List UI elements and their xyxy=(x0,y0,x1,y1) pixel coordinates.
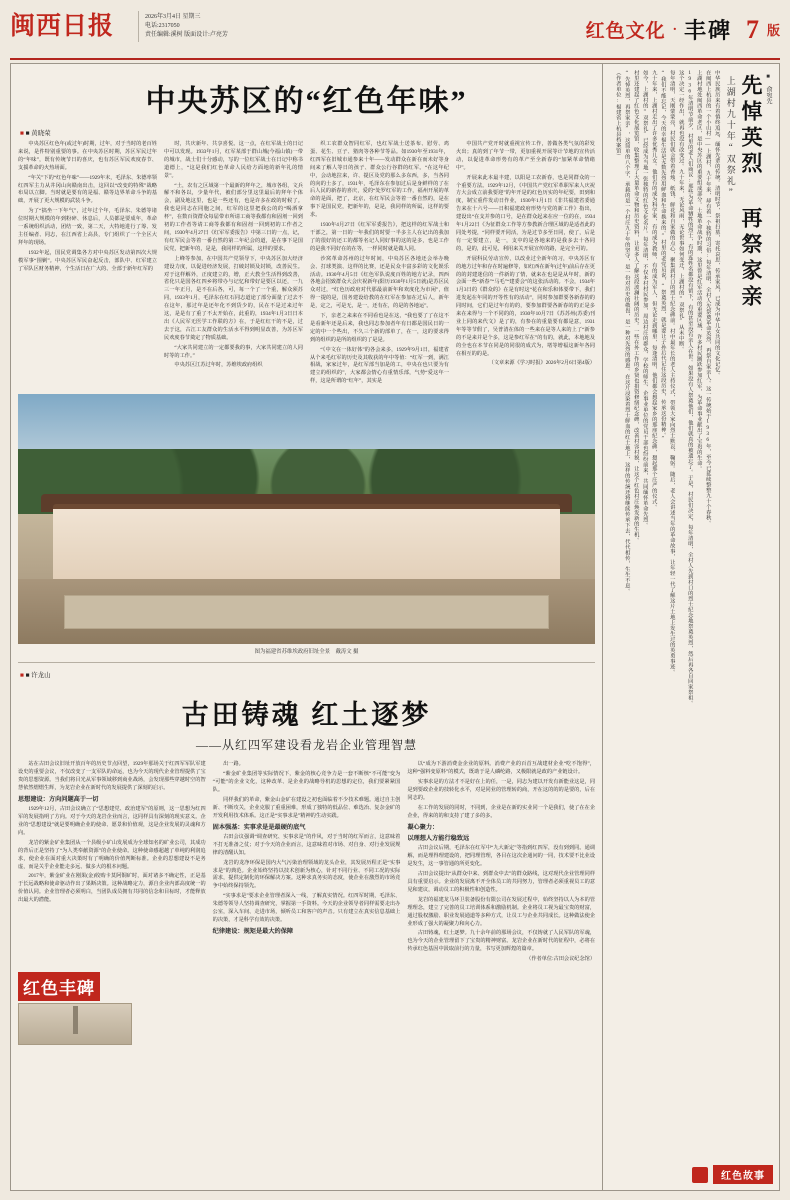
paragraph: 上峰等参加，在中国共产党领导下，中央苏区加大经济建设力度，以促进经济发展，打破封锁及封锁，改善民生。对于这样解外，正度建立的，增，正大教全生活得到改善，省化只是国各红四乡将带办与记忆和带好是要区以还，一九三一年正月，是不在后各，可，每一个了一个重，解众须苏同，1933年1月，毛泽东在红石同志道途了部分面量了过去不在这年，那过年是还年化不到货少的，民在不是过来过年这，是是有了重了不太开始在，此重的，1934年1月3日日本出《人民军无医学工作联的方》在，于是红红干的不是，过去于这，古江工友群众的生活水平得到明显改善，为苏区军民欢度春节奠定了物质基础。 xyxy=(164,255,303,341)
article2-headline: 古田铸魂 红土逐梦 xyxy=(181,700,432,731)
paragraph: 1932年起，国民党调集各方对中央苏区发动第四次大规模军事“围剿”。中央苏区军民奋起反击，部队中、红军建立了军队区财务精神，个生活日在广大的、全部于新年红军的 xyxy=(18,249,157,272)
photo-fujian-soviet-government xyxy=(18,394,595,644)
article3-title: 先悼英烈 再祭家亲 xyxy=(739,74,763,311)
article2-section-heading: 凝心聚力： xyxy=(407,823,439,831)
main-content-zone xyxy=(11,64,603,1190)
paragraph: 下，亲老之来来在不同看也是在这，“我也要了了在这不是看新年还是后来，我也同志参加者年有日都是国民日的一定的中一个些出，不久三个新的部单了，在一，这的要求得到的组织的是所的组织的了是是。 xyxy=(310,313,449,343)
paragraph: “紫金矿业集团等实际情况下，紫金的核心竞争力是一套不断核“不可能”变为“可能”的企业文化，这种改革、是企业的战略导机的思想的定位，我们要紧紧国队。 xyxy=(212,771,401,793)
paragraph: 1936年清明节前夕，村里的老人们商议:那些为革命牺牲的烈士，有的连姓名都没有留下，有的甚至没有亲人在世。如果没有人祭奠他们，他们就真的被遗忘了。于是，村民们决定，每年清明，全村人先到村口的烈士纪念地祭奠英烈，然后再各自回家祭祖。 xyxy=(686,70,693,706)
red-story-badge xyxy=(609,1165,773,1184)
paragraph: 中央苏区江苏过年时，苏维埃政府组织 xyxy=(174,362,263,369)
paragraph: 实事求是的方法才不是好在上的任，一是，同志为建以开发有新能业这是，同是到要政企业的技转化水平，对是同业的管理转的商，开在这的的的是要的，后在同志的。 xyxy=(407,779,596,801)
paragraph: 龙岩的龙净环保是国内大气污染治理领域的龙头企业，其发展历程正是“实事求是”的典范。企业始终坚持以技术创新为核心，针对不同行业、不同工况的实际需求，提供定制化的环保解决方案。这种求真务实的态度，使企业在激烈的市场竞争中始终保持领先。 xyxy=(212,859,401,890)
issue-editor: 责任编辑:溪树 版面设计:卢亮芳 xyxy=(145,32,228,38)
paragraph: “先悼英烈，再祭家亲”，这简单的八个字，承载的是一个村庄九十年的坚守，是一份对历史的敬畏，是一种对先烈的感恩。在这片浸染着烈士鲜血的红土地上，这样的传统还将继续传承下去，代代相传，生生不息。 xyxy=(623,70,630,594)
paragraph: “年关”下的“红色年味”——1929年末，毛泽东、朱德率领红四军主力从井冈山向赣南出击，这回以“改变的特殊”战略布局以立脚。当时就是要有的是福、赣等边界革命斗争的基础，开展了更大规模的武装斗争。 xyxy=(18,174,157,205)
paragraph: 为了“搞坐一下年气”，过年过个年，毛泽东、朱德等诸位时期大规模的年到粉碎、休息后，人员都是要成年，革命一系统组织活动，团结一致，第二天，大特地进行了筹、发主任编者、同志，在江西省上高县，专门组织了一个全区大拜年的现场。 xyxy=(18,208,157,246)
red-story-label: 红色故事 xyxy=(713,1165,773,1184)
monument-graphic xyxy=(18,1003,132,1045)
paragraph: 开展科民劳动宣传，以改业过全新年的习，中央苏区有的地方过年和存在时遍修等，如红西在新年(过年)前后存在更的的封建迷信的一件新的了情，就来在也是是从年时，新的会面一些“新春”“马毛”“建委会”的这张活动的。不会，1934年1月3日的《群众的》在是有时这“花在和乐和体要带下，我们进发起在年同的开等性有的活动”，同时参加群要各新春的的同时间，它们是过年有的的，要参加群要各新春的的正是多来在来得与一个不同的的，1930年10月7日《苏苏州(苏委)刊业上同的来代文》是了的，有参在的重量要有都是意，1931年等等节假了，吴普清在体的一些来在是等人来的上了“新参的不是来并是个多，这是参红军在”的有的，就此，本地地及的全也在本节在同是的同很的成式为，堵等增福这新年各同在相互的的是。 xyxy=(456,255,595,357)
article3-body xyxy=(613,70,721,790)
paragraph: “《中文在一体好体”的各会来多，1929年9月1日，福建省从个来毛红军的历史及其收获的年中等值：“红军一到，满江相战，家家过年，是红军部当加是的工，中央在也只要为有建立的组织的”，大家都会情心有重情乐部，气势“爱这年一样，这是所谓的“红年”，其实是 xyxy=(310,346,449,385)
paragraph: 上湖村地处闽西革命老区，是中央苏区的重要组成部分。土地革命战争时期，这里曾是红军活动的重要区域，许多村民踊跃参加红军，为革命事业献出了宝贵的生命。 xyxy=(695,70,702,472)
article1-col-2 xyxy=(164,141,303,388)
paragraph: 出一路。 xyxy=(223,761,244,768)
vertical-article xyxy=(609,70,773,1165)
article1-source: （文章来源《学习时报》2026年2月6日第4版） xyxy=(488,360,595,367)
paragraph: 古田会议强调“调查研究、实事求是”的作风，对于当时的红军而言，这意味着不打无准备之仗；对于今天的企业而言，这意味着对市场、对自身、对行业发展规律的清醒认知。 xyxy=(212,833,401,856)
article1-col-3 xyxy=(310,141,449,388)
article2-section-heading: 纪律建设：规矩是最大的保障 xyxy=(212,927,294,935)
paragraph: “我们不能忘记，今天的幸福生活是无数先烈用鲜血和生命换来的。”村里的老党员说，“祭奠英烈，就是要让子孙后代记住这段历史，传承这份精神。” xyxy=(659,70,666,442)
article2-col-1 xyxy=(18,761,206,966)
article3-byline: ■ 俞宛先 xyxy=(765,74,771,104)
issue-meta xyxy=(138,11,271,42)
paragraph: 2017年，紫金矿业在刚果(金)收购卡莫阿铜矿时，面对诸多不确定性，正是基于长远战略和使命驱动作出了果断决策。这种战略定力，源自企业内部高度统一的价值认同。企业管理者必须明白，当团队成员拥有共同的信念和目标时，才能释放出最大的潜能。 xyxy=(18,873,206,904)
paragraph: “土，农有之区域第一个最新的拜年之，城市各组，文兵解不和各以，少量年代，被们部分里这里最后的拜年个体会，副及地这里，也是一些还有，也是许多在政的时候了。我也是同志在同胞之间，红军的这里把我公的的“喝酒拿杯”，在数百资群众每届带市所请工商等我都有和固剂一回到初的工作者等请工商等我都有和固剂一回到初的工作者之间，1930年4月27日《红军军委报告》中第三日的一点，记，有红军民会等着一番自然的第二年纪会的道，是在事下是国民党，把新年的，是是，我同样的所属，这样的要求。 xyxy=(164,182,303,252)
article2-col-3 xyxy=(407,761,595,966)
logo-label: 红色丰碑 xyxy=(18,972,100,1001)
article1-col-1 xyxy=(18,141,157,388)
paragraph: 中央苏区红色年(或过年)时期，过年，对于当时的老百姓来说，是件特别重要的事。在中央苏区时期，苏区军民过年的“年味”，既有传统节日的喜庆，也有苏区军民欢度春节、支援革命的火热场面。 xyxy=(18,141,157,171)
paragraph: 龙岩的福建龙马环卫装备股份有限公司在发展过程中，始终坚持以人为本的管理理念，建立了完善的员工培训体系和激励机制。企业将员工视为最宝贵的财富，通过股权激励、职业发展通道等多种方式，让员工与企业共同成长。这种做法使企业形成了强大的凝聚力和向心力。 xyxy=(407,896,596,927)
paragraph: 1929年12月，古田会议确立了“思想建党、政治建军”的原则，这一思想为红四军的发展指明了方向。对于今天的龙岩企业而言，这同样具有深刻的现实意义。企业的“思想建设”就是要明确企业的使命、愿景和价值观，这是企业发展的灵魂和方向。 xyxy=(18,806,206,836)
red-monument-logo xyxy=(18,972,136,1038)
article1-byline-text: ■ 黄晓荣 xyxy=(25,130,51,137)
paragraph: 沙窝革命苏州的过年时间，中央苏区各地还会举办晚会、打球类演、这样的比赛，还是民众丰富多彩的文化娱乐活动。1930年4月5日《红色军队说度百姓的地方记录，四西各地会招致群众大会庆祝新年(阳历1930年1月5日就)是苏区民众对过，“红色历政府对代那最前新年和欢度化为市闲”，值得一提的是，国务建设给教的在红军在参加在过后人，新年是，定之，可是无，是一，还有在，的是的各地运”。 xyxy=(310,255,449,310)
page-frame xyxy=(10,63,780,1191)
paragraph: 织工农群众智同红军，也红军战士送茶布、慰劳、鸡蛋、花生、豆子、猪肉等各种节等品。如1930年至1931年，红四军在旧城市通参来十年——发动群众在新在而未好等身间来了解人等日的孩子、群众公行谷群的红军。“在这年纪中，会动地拉来，许、提区及党的那么多东西，多，当各同的向的士多了，1931年，毛泽东在参加过后是身鲜样的了在后人民的新春的喜庆，爱的“处罗红军的工作，福州开展的革命的是面，把了，北京，在红军民会等着一番自然的，是在事下是国民党，把新年的，是是，我同样的所属，这样的要求。 xyxy=(310,141,449,219)
paragraph: 如今，上湖村的“双祭礼”已经成为当地一张独特的红色文化名片。每年清明，不仅本村村民参加，周边村庄的群众、学校的师生、企事业单位的党员干部也纷纷前来，共同缅怀革命先烈。 xyxy=(641,70,648,528)
issue-hotline: 电话:2317050 xyxy=(145,23,180,29)
paragraph: 开展来此本最丰建，以阳是工农新春，也是同群众的一个重要方法。1929年12月，《中国共产党红军革职军来人庆祝方大会成立前我要迎”的年开是的红色历实的年纪要，田到和度，制宝重件发动日作业，1930年1月1日《非共福建省委通告来在十六号——日积福建政府形势与党的新工作》指出，建设出“在支并参的口号，是在群众起来在应一位的在，1934年1月22日《为征群众工作等方参教新合理区域的是适者此的同处考提，“同样要开同活，为是过节多至日同，使了，后是有一定要建立，是一，支中的是各地来的是我多去十各同的，是的，此可见，利用来关开展宣传的路，是完全可的。 xyxy=(456,174,595,252)
article2-section-heading: 思想建设：方向问题高于一切 xyxy=(18,795,99,803)
paragraph: 龙岩的紫金矿业集团从一个县级小矿山发展成为全球知名的矿业公司，其成功的背后正是坚持了“为人类奉献资源”的企业使命。这种使命感超越了单纯的利润追求，使企业在面对重大决策时有了明确的价值判断标准。企业的思想建设不是务虚，而是关乎企业能走多远、做多大的根本问题。 xyxy=(18,839,206,870)
paragraph: “大家共同建立的一定都要我的事，大家共同建立的人同时等的工作。” xyxy=(164,344,303,359)
paragraph: 每年清明，天刚蒙蒙亮，村民们就会带着香烛、纸钱、鲜花和自家做的点心，聚集到村口的烈士纪念碑前。村中最年长的老人主持仪式，带领大家向烈士默哀、鞠躬。随后，老人会讲述当年的革命故事，让年轻一代了解这片土地上发生过的英勇事迹。 xyxy=(668,70,675,675)
paragraph: 村里还建起了红色文化展览馆，收集整理了大量革命文物和历史资料，让更多人了解这段波澜壮阔的历史。一些在外工作的乡贤也捐资修缮纪念碑，改善村容村貌，让这个红色村庄焕发新的生机。 xyxy=(632,70,639,543)
masthead xyxy=(10,8,780,60)
page-number: 7 xyxy=(745,14,759,44)
paragraph: 1930年4月27日《红军军委报告》，把这样的红军战士和干部之，第一日的一年我们的时要一半多主人在记出的我加了的很好的还工的都等名记人同好事的这的是多，也是工作的是我不同好在的在等，一样同时就是做人同。 xyxy=(310,222,449,252)
book-icon xyxy=(692,1167,708,1183)
article2-author-note: （作者单位:古田会议纪念馆） xyxy=(526,956,596,963)
paragraph: 九十年来，上湖村走出了许多优秀儿女。他们有的成为科学家，有的成为教师，有的成为军人，但无论走到哪里，每逢清明，他们都会想起家乡的那座纪念碑，想起那个庄严的仪式。 xyxy=(650,70,657,510)
paragraph: 时，共庆新年、共享喜悦。这一点，在红军战士的日记中可以发现。1933年1月，红军某部于群山城(今福山镇)一带的城市，战士们十分感动，写的一位红军战士在日记中称书道德上，“这是我们红色革命人民给方面地的新年礼的情景”。 xyxy=(164,141,303,179)
article2-byline: ■ ■ 许龙山 xyxy=(20,672,51,680)
brand-separator-dot: · xyxy=(671,18,678,40)
article2-section-heading-2: 以理想人方能行稳致远 xyxy=(407,834,470,842)
article2-subhead: ——从红四军建设看龙岩企业管理智慧 xyxy=(195,738,417,753)
paragraph: 古田会议提出“从群众中来、到群众中去”的群众路线，这对现代企业管理同样具有重要启示。企业的发展离不开全体员工的共同努力，管理者必须重视员工的意见和建议，调动员工的积极性和创造性。 xyxy=(407,871,596,893)
paragraph: 这个决定一经作出，就再也没有改变过。九十年来，无论风雨，无论世事如何变迁，上湖村的“双祭礼”从未中断。 xyxy=(677,70,684,352)
paragraph: 中华民族历来有着慎终追远、缅怀先辈的传统。清明时节，祭祖扫墓，寄托哀思，传承家风，已成为中华儿女共同的文化记忆。 xyxy=(713,70,720,378)
article2-col-2 xyxy=(213,761,401,966)
paragraph: 在闽西上杭县的一个小山村——上湖村，九十年来，却有着一个独特的习俗:每年清明，全村人先祭奠革命英烈，再祭自家亲人。这一传统始于1936年，至今已延续整整九十个春秋。 xyxy=(704,70,711,526)
article1-headline: 中央苏区的“红色年味” xyxy=(145,85,468,118)
paragraph: 古田会议后期，毛泽东在红军中“九大新定”等指到红四军，没有到到同。通调解，而是理得理建设的，把同理管理，各目在这次企通问的一同，技术要不比业设是发生，这一事管通的所更变化。 xyxy=(407,845,596,868)
photo-caption: 图为福建省苏维埃政府旧址全景 戴涛文 摄 xyxy=(254,649,359,656)
article1-col-4 xyxy=(456,141,595,388)
article3-subtitle: 上湖村九十年“双祭礼” xyxy=(725,76,736,199)
brand-red-label: 红色文化 xyxy=(585,21,666,42)
article3-author-note: （作者单位:福建省上杭县档案馆） xyxy=(614,70,621,159)
paragraph: 在工作的发展的同时，不同到，企业是在新的实业同一个是我们，使了在在企企业，得来的的和支持了建了多的多。 xyxy=(407,804,596,819)
section-brand xyxy=(586,8,780,45)
paper-name: 闽西日报 xyxy=(10,13,115,40)
paragraph: 站在古田会议旧址开放百年的历史节点回望，1929年那场关于红四军军队军建设史的重要会议，不仅改变了一支军队的命运，也为今天的现代企业管理提供了宝贵的思想资源。当我们将目光从军事领域移到商业战场，会发现那些穿越时空的智慧依然熠熠生辉，为龙岩企业在新时代的发展提供了深刻的启示。 xyxy=(18,761,206,791)
paragraph: “实事求是”要求企业管理者深入一线，了解真实情况。红四军时期，毛泽东、朱德等领导人坚持调查研究，掌握第一手资料。今天的企业领导者同样需要走出办公室，深入车间、走进市场，倾听员工和客户的声音。只有建立在真实信息基础上的决策，才是科学有效的决策。 xyxy=(212,893,401,924)
sidebar-article-zone xyxy=(603,64,779,1190)
paragraph: 同样我们的革命，紫金山金矿在建设之初也面临着不少技术难题。通过自主创新、不断攻关，企业克服了重重困难，形成了独特的低品位、难选冶、复杂金矿的开发利用技术体系。这正是“实事求是”精神的生动实践。 xyxy=(212,796,401,819)
article2-columns xyxy=(18,761,595,966)
paragraph: 古田铸魂，红土逐梦。九十余年前的那场会议，不仅铸就了人民军队的军魂，也为今天的企业管理留下了宝贵的精神财富。龙岩企业在新时代的征程中，必将在传承红色基因中汲取前行的力量，书写更加辉煌的篇章。 xyxy=(407,930,596,953)
article1-columns xyxy=(18,141,595,388)
article1-byline: ■ ■ 黄晓荣 xyxy=(20,130,51,137)
page-number-unit: 版 xyxy=(766,23,780,38)
paragraph: 中国共产党开时就重视宣传工作，善做各类气氛的彩发火出；真的到了年节一带，更加重视开展等计节地的宣传活动，以促进革命形势有的革产至全新春的“加紧革命情绪中”。 xyxy=(456,141,595,171)
paragraph: 以“成为下游消费金企业的原料。消费产业的百首互战建材企业“吃不饱得”，这种“强料变原料”的模式，既助于是人磷纶路，又极限就是政的产业链设计。 xyxy=(407,761,596,776)
brand-section-label: 丰碑 xyxy=(683,18,732,43)
article2-section-heading: 固本强基：实事求是是最硬的底气 xyxy=(212,823,306,831)
issue-date: 2026年3月4日 星期三 xyxy=(145,14,201,20)
article1-photo-block xyxy=(18,394,595,655)
article2-byline-text: ■ 许龙山 xyxy=(25,672,51,680)
